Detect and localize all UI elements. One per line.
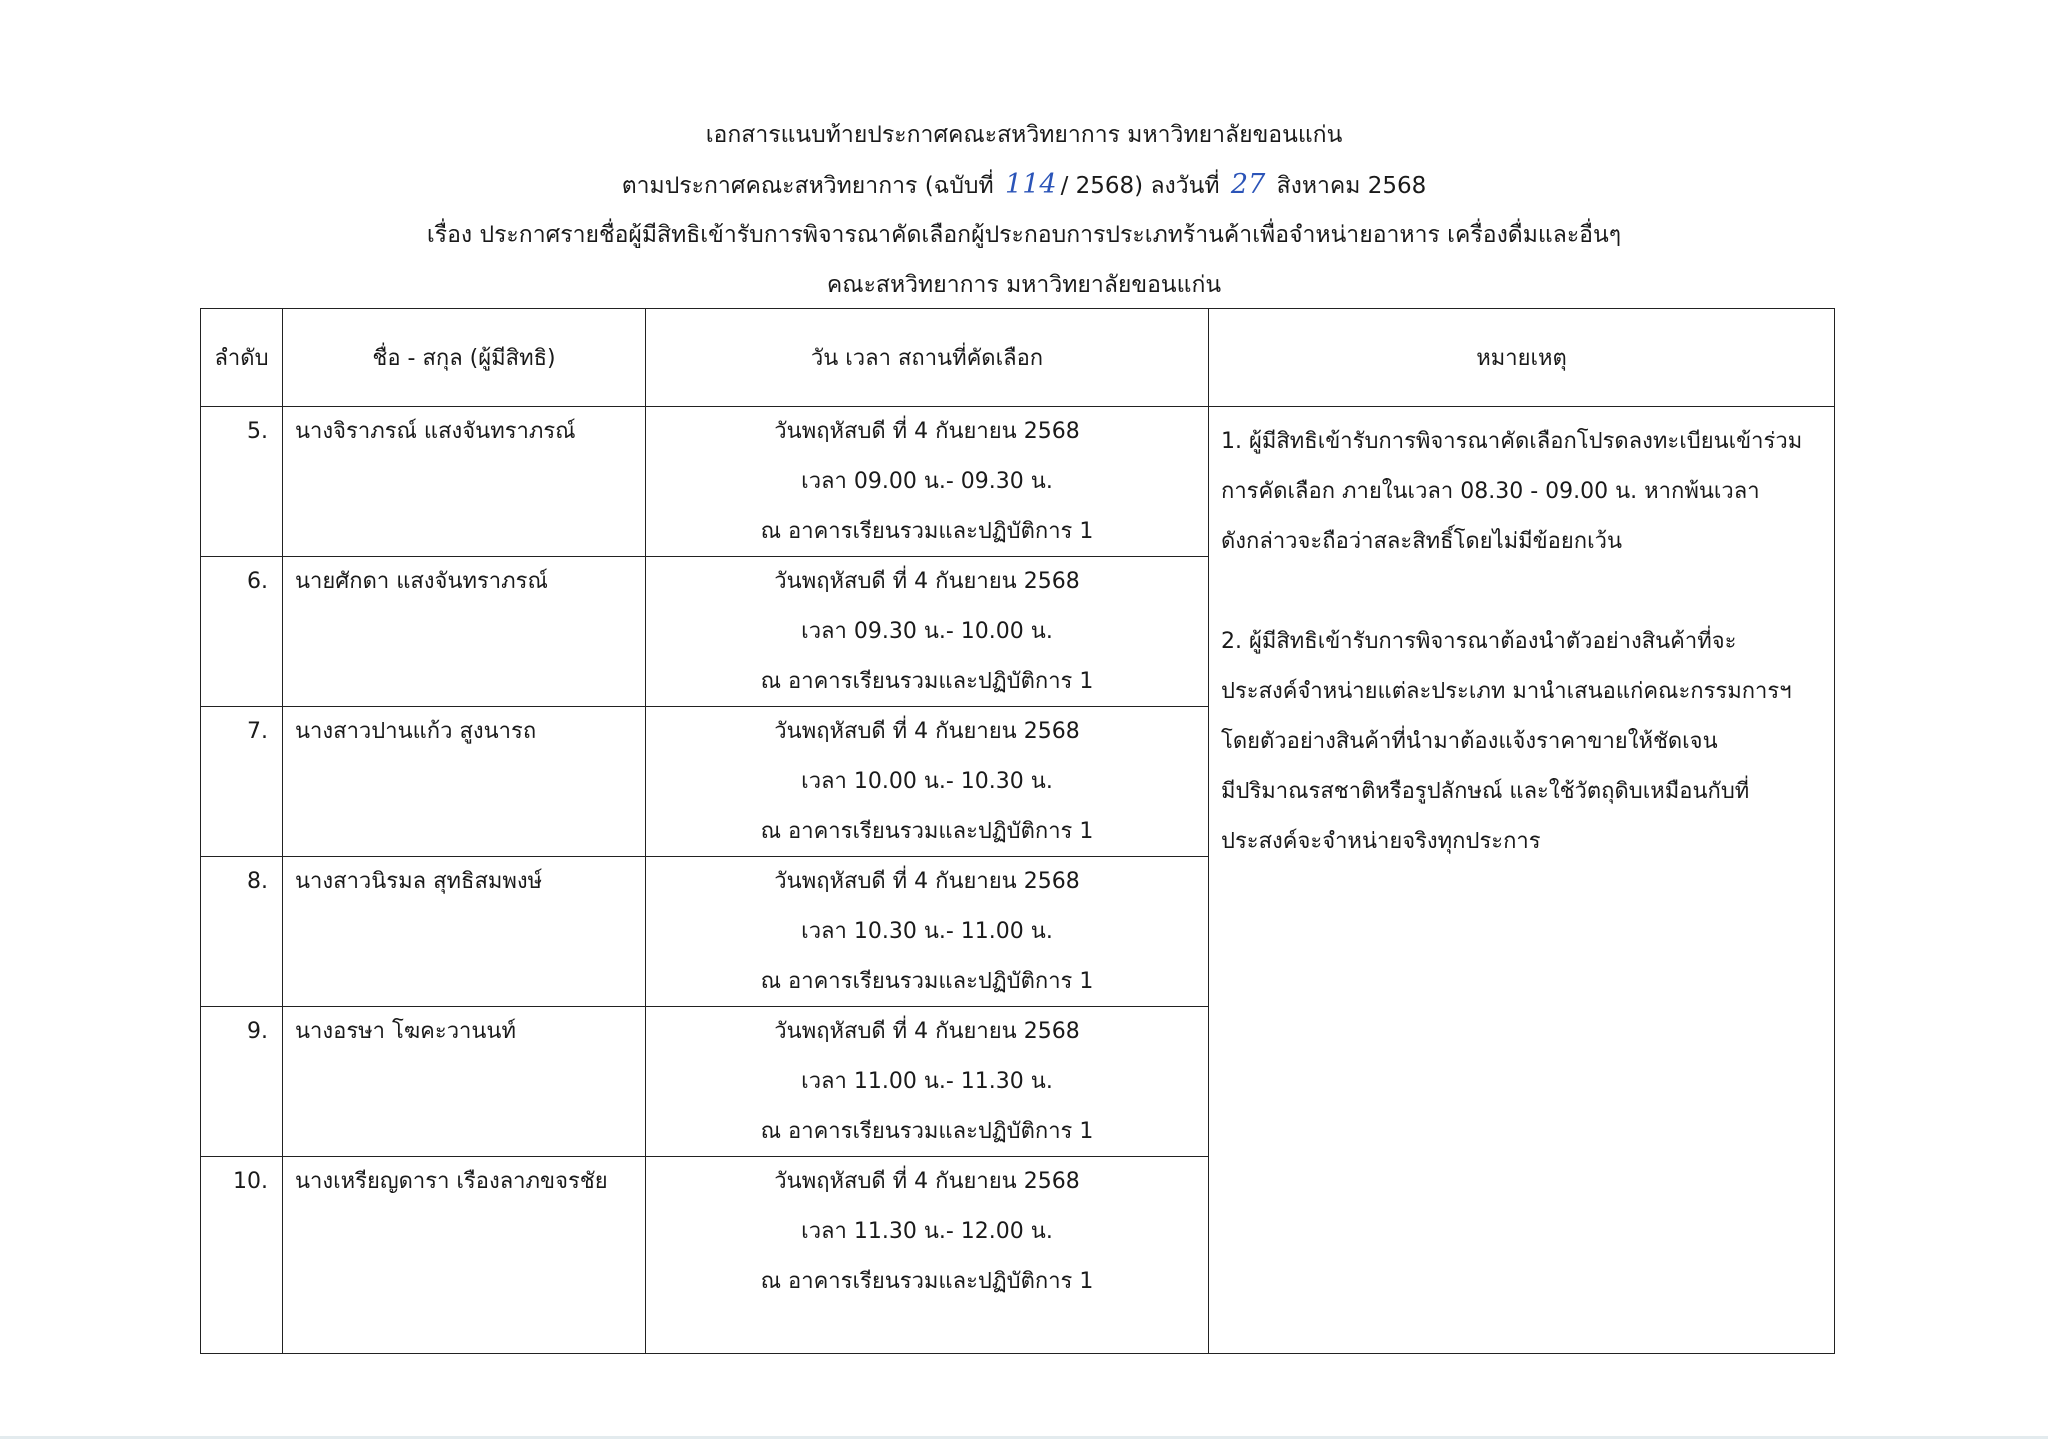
- schedule-place: ณ อาคารเรียนรวมและปฏิบัติการ 1: [760, 818, 1094, 844]
- schedule-place: ณ อาคารเรียนรวมและปฏิบัติการ 1: [760, 668, 1094, 694]
- schedule-place: ณ อาคารเรียนรวมและปฏิบัติการ 1: [760, 1118, 1094, 1144]
- header-line-1: เอกสารแนบท้ายประกาศคณะสหวิทยาการ มหาวิทยาลัยขอนแก่น: [705, 122, 1343, 148]
- schedule-time: เวลา 11.30 น.- 12.00 น.: [801, 1219, 1053, 1244]
- remarks-cell: [1209, 407, 1835, 1354]
- row-number: 7.: [201, 707, 283, 857]
- header-line-2-mid: / 2568) ลงวันที่: [1060, 173, 1220, 199]
- remark-note-2-line: ประสงค์จะจำหน่ายจริงทุกประการ: [1221, 829, 1541, 854]
- schedule-place: ณ อาคารเรียนรวมและปฏิบัติการ 1: [760, 968, 1094, 994]
- schedule-date: วันพฤหัสบดี ที่ 4 กันยายน 2568: [774, 419, 1080, 444]
- remark-note-2-line: 2. ผู้มีสิทธิเข้ารับการพิจารณาต้องนำตัวอย่างสินค้าที่จะ: [1221, 629, 1737, 654]
- schedule-place: ณ อาคารเรียนรวมและปฏิบัติการ 1: [760, 518, 1094, 544]
- remark-note-1-line: การคัดเลือก ภายในเวลา 08.30 - 09.00 น. หากพ้นเวลา: [1221, 479, 1760, 504]
- candidate-name: นางสาวปานแก้ว สูงนารถ: [283, 707, 646, 857]
- schedule-date: วันพฤหัสบดี ที่ 4 กันยายน 2568: [774, 719, 1080, 744]
- schedule-time: เวลา 11.00 น.- 11.30 น.: [801, 1069, 1053, 1094]
- column-header-name: ชื่อ - สกุล (ผู้มีสิทธิ): [283, 309, 646, 407]
- column-header-schedule: วัน เวลา สถานที่คัดเลือก: [646, 309, 1209, 407]
- candidate-name: นางสาวนิรมล สุทธิสมพงษ์: [283, 857, 646, 1007]
- schedule-cell: [646, 407, 1209, 557]
- schedule-place: ณ อาคารเรียนรวมและปฏิบัติการ 1: [760, 1268, 1094, 1294]
- candidate-name: นางจิราภรณ์ แสงจันทราภรณ์: [283, 407, 646, 557]
- header-line-2-prefix: ตามประกาศคณะสหวิทยาการ (ฉบับที่: [621, 173, 994, 199]
- header-line-2-suffix: สิงหาคม 2568: [1276, 173, 1427, 199]
- schedule-cell: [646, 1007, 1209, 1157]
- remark-spacer: [1221, 567, 1824, 617]
- schedule-date: วันพฤหัสบดี ที่ 4 กันยายน 2568: [774, 1019, 1080, 1044]
- candidate-table: [200, 308, 1835, 1354]
- table-row: [201, 407, 1835, 557]
- schedule-date: วันพฤหัสบดี ที่ 4 กันยายน 2568: [774, 1169, 1080, 1194]
- schedule-date: วันพฤหัสบดี ที่ 4 กันยายน 2568: [774, 869, 1080, 894]
- schedule-cell: [646, 1157, 1209, 1354]
- column-header-remark: หมายเหตุ: [1209, 309, 1835, 407]
- schedule-cell: [646, 857, 1209, 1007]
- remark-note-2-line: มีปริมาณรสชาติหรือรูปลักษณ์ และใช้วัตถุดิบเหมือนกับที่: [1221, 779, 1750, 804]
- candidate-name: นางเหรียญดารา เรืองลาภขจรชัย: [283, 1157, 646, 1354]
- remark-note-2-line: โดยตัวอย่างสินค้าที่นำมาต้องแจ้งราคาขายให้ชัดเจน: [1221, 729, 1718, 754]
- schedule-cell: [646, 557, 1209, 707]
- schedule-time: เวลา 09.00 น.- 09.30 น.: [801, 469, 1053, 494]
- schedule-cell: [646, 707, 1209, 857]
- announcement-day-handwritten: 27: [1230, 169, 1266, 200]
- remark-note-1-line: ดังกล่าวจะถือว่าสละสิทธิ์โดยไม่มีข้อยกเว้น: [1221, 529, 1623, 554]
- schedule-time: เวลา 10.30 น.- 11.00 น.: [801, 919, 1053, 944]
- row-number: 10.: [201, 1157, 283, 1354]
- candidate-name: นายศักดา แสงจันทราภรณ์: [283, 557, 646, 707]
- page-bottom-divider: [0, 1436, 2048, 1439]
- header-line-4: คณะสหวิทยาการ มหาวิทยาลัยขอนแก่น: [826, 272, 1222, 298]
- row-number: 8.: [201, 857, 283, 1007]
- schedule-time: เวลา 10.00 น.- 10.30 น.: [801, 769, 1053, 794]
- row-number: 5.: [201, 407, 283, 557]
- announcement-number-handwritten: 114: [1005, 169, 1057, 200]
- remark-note-2-line: ประสงค์จำหน่ายแต่ละประเภท มานำเสนอแก่คณะกรรมการฯ: [1221, 679, 1792, 704]
- row-number: 6.: [201, 557, 283, 707]
- header-line-2: [0, 170, 2048, 201]
- header-line-3: เรื่อง ประกาศรายชื่อผู้มีสิทธิเข้ารับการพิจารณาคัดเลือกผู้ประกอบการประเภทร้านค้าเพื่อจำหน่ายอาหาร เครื่องดื่มและอื่นๆ: [426, 222, 1622, 248]
- schedule-time: เวลา 09.30 น.- 10.00 น.: [801, 619, 1053, 644]
- table-header-row: [201, 309, 1835, 407]
- schedule-date: วันพฤหัสบดี ที่ 4 กันยายน 2568: [774, 569, 1080, 594]
- column-header-no: ลำดับ: [201, 309, 283, 407]
- remark-note-1-line: 1. ผู้มีสิทธิเข้ารับการพิจารณาคัดเลือกโปรดลงทะเบียนเข้าร่วม: [1221, 429, 1803, 454]
- candidate-name: นางอรษา โฆคะวานนท์: [283, 1007, 646, 1157]
- row-number: 9.: [201, 1007, 283, 1157]
